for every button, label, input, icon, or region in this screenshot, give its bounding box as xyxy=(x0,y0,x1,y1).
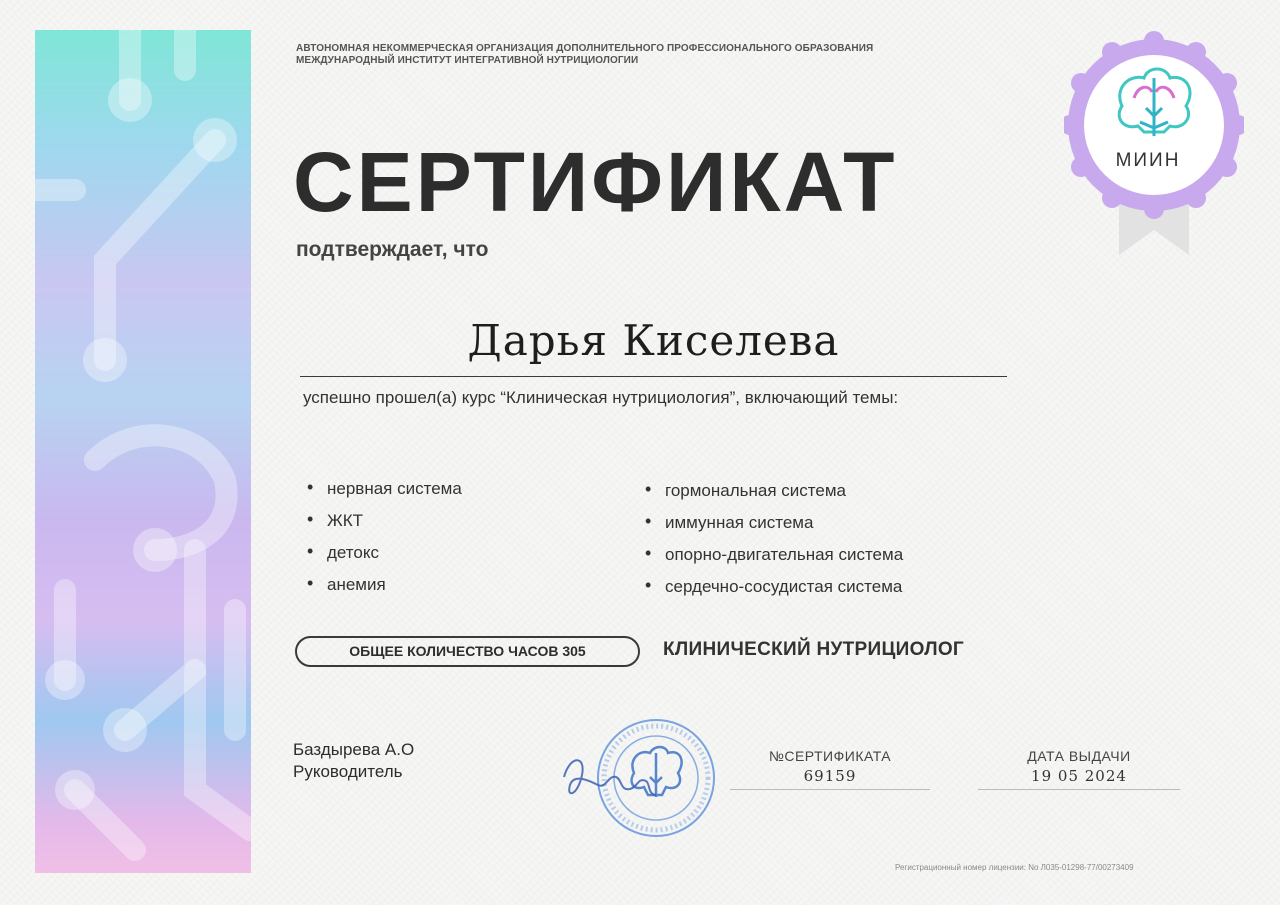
license-number: Регистрационный номер лицензии: No Л035-01298-77/00273409 xyxy=(895,863,1134,872)
organization-name xyxy=(296,43,873,67)
list-item: • ЖКТ xyxy=(305,510,462,542)
signer-role: Руководитель xyxy=(293,762,403,781)
issue-date-underline xyxy=(978,789,1180,790)
stamp-seal-icon xyxy=(560,715,720,845)
miin-logo xyxy=(1064,0,1244,265)
qualification-title: КЛИНИЧЕСКИЙ НУТРИЦИОЛОГ xyxy=(663,639,964,660)
logo-badge-icon xyxy=(1064,0,1244,260)
course-description: успешно прошел(а) курс “Клиническая нутрициология”, включающий темы: xyxy=(303,388,899,407)
decorative-side-band xyxy=(35,30,251,873)
logo-text: МИИН xyxy=(1115,150,1181,171)
official-stamp xyxy=(560,715,720,850)
issue-date-label: ДАТА ВЫДАЧИ xyxy=(1027,748,1131,764)
signer-block xyxy=(293,739,414,783)
list-item: • нервная система xyxy=(305,478,462,510)
topics-list-left xyxy=(305,478,462,606)
list-item: • гормональная система xyxy=(643,480,903,512)
list-item: • сердечно-сосудистая система xyxy=(643,576,903,608)
certificate-title: СЕРТИФИКАТ xyxy=(293,135,898,229)
certificate-number: 69159 xyxy=(803,767,857,785)
recipient-underline xyxy=(300,376,1007,377)
topics-list-right xyxy=(643,480,903,608)
organization-line-2: МЕЖДУНАРОДНЫЙ ИНСТИТУТ ИНТЕГРАТИВНОЙ НУТРИЦИОЛОГИИ xyxy=(296,55,639,66)
list-item: • иммунная система xyxy=(643,512,903,544)
list-item: • анемия xyxy=(305,574,462,606)
recipient-name: Дарья Киселева xyxy=(467,316,840,365)
certificate-number-underline xyxy=(730,789,930,790)
list-item: • детокс xyxy=(305,542,462,574)
total-hours-badge: ОБЩЕЕ КОЛИЧЕСТВО ЧАСОВ 305 xyxy=(295,636,640,667)
signer-name: Баздырева А.О xyxy=(293,740,415,759)
confirms-text: подтверждает, что xyxy=(296,238,489,261)
list-item: • опорно-двигательная система xyxy=(643,544,903,576)
circuit-pattern-icon xyxy=(35,30,251,873)
organization-line-1: АВТОНОМНАЯ НЕКОММЕРЧЕСКАЯ ОРГАНИЗАЦИЯ ДОПОЛНИТЕЛЬНОГО ПРОФЕССИОНАЛЬНОГО ОБРАЗОВАНИЯ xyxy=(296,43,874,54)
issue-date: 19 05 2024 xyxy=(1031,767,1127,785)
certificate-number-label: №СЕРТИФИКАТА xyxy=(768,748,892,764)
